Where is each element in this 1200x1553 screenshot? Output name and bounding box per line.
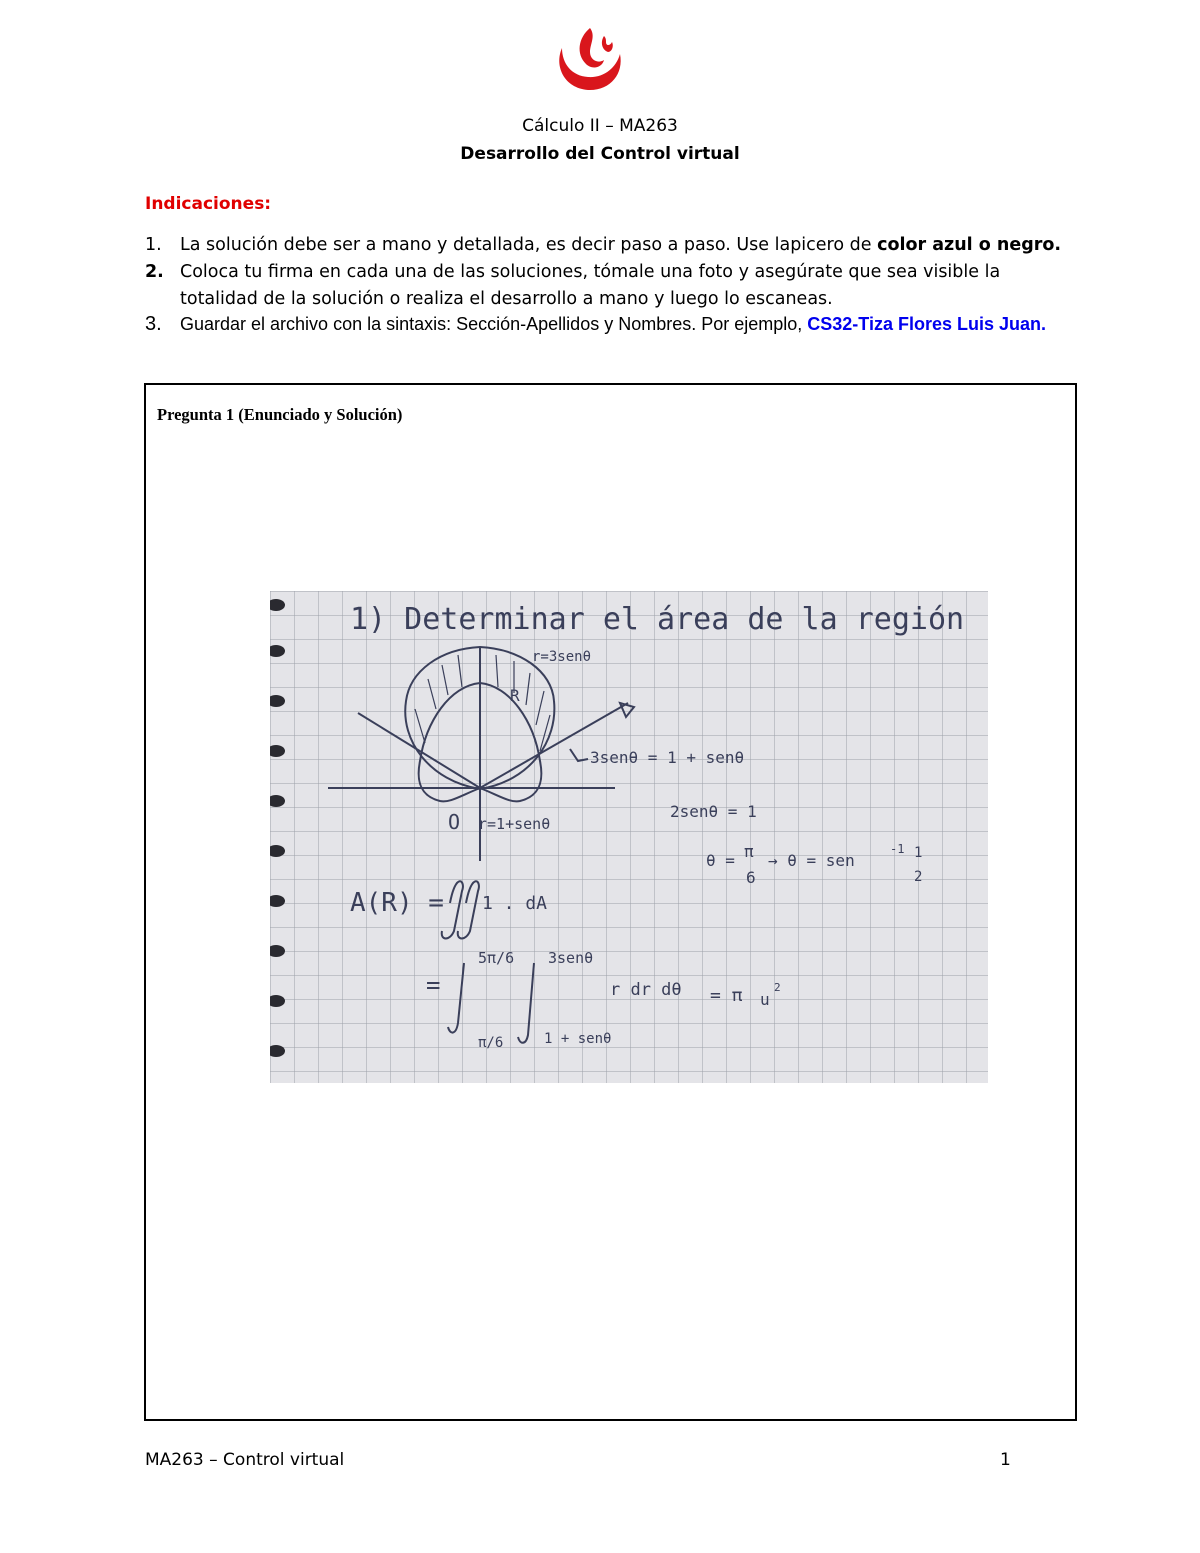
hw-equation-2: 2senθ = 1	[670, 802, 757, 821]
hw-half-num: 1	[914, 845, 923, 861]
instruction-bold-text: color azul o negro.	[877, 235, 1062, 255]
question-title: Pregunta 1 (Enunciado y Solución)	[157, 405, 403, 424]
instruction-text: Coloca tu firma en cada una de las soluciones, tómale una foto y asegúrate que sea visible la totalidad de la solución o realiza el desarrollo a mano y luego lo escaneas.	[180, 262, 1001, 309]
page-number: 1	[1000, 1450, 1011, 1470]
instructions-heading: Indicaciones:	[145, 194, 272, 214]
course-title: Cálculo II – MA263	[522, 116, 678, 136]
hw-upper-theta: 5π/6	[478, 949, 515, 967]
hw-area-lhs: A(R) =	[350, 888, 444, 918]
hw-curve-inner: r=1+senθ	[478, 815, 551, 833]
hw-upper-r: 3senθ	[548, 949, 594, 967]
hw-result-unit: u	[760, 990, 770, 1009]
hw-half-den: 2	[914, 869, 923, 885]
hw-arrow-eq: → θ = sen	[768, 851, 855, 870]
hw-heading: 1) Determinar el área de la región	[350, 602, 965, 637]
hw-lower-theta: π/6	[478, 1035, 504, 1051]
hw-equals: =	[426, 971, 441, 999]
filename-example: CS32-Tiza Flores Luis Juan.	[807, 314, 1047, 334]
instruction-number: 3.	[145, 313, 162, 335]
hw-result-exp: 2	[774, 981, 781, 994]
hw-theta-eq: θ =	[706, 851, 735, 870]
hw-integrand-1: 1 . dA	[482, 893, 548, 914]
hw-origin: O	[448, 810, 461, 834]
hw-region-label: R	[510, 686, 520, 705]
handwritten-solution-photo	[270, 591, 988, 1083]
hw-inverse: -1	[890, 842, 905, 856]
hw-result: = π	[710, 985, 743, 1006]
question-box	[144, 383, 1077, 1421]
hw-pi: π	[744, 842, 754, 861]
hw-lower-r: 1 + senθ	[544, 1031, 612, 1047]
hw-integrand-2: r dr dθ	[610, 980, 682, 1000]
instruction-text: La solución debe ser a mano y detallada, es decir paso a paso. Use lapicero de	[180, 235, 878, 255]
document-subtitle: Desarrollo del Control virtual	[460, 144, 740, 164]
instruction-text: Guardar el archivo con la sintaxis: Sección-Apellidos y Nombres. Por ejemplo,	[180, 314, 808, 334]
hw-equation-1: 3senθ = 1 + senθ	[590, 748, 745, 767]
university-logo	[552, 24, 626, 94]
footer-course: MA263 – Control virtual	[145, 1450, 345, 1470]
instruction-number: 2.	[145, 262, 164, 282]
hw-curve-outer: r=3senθ	[532, 649, 592, 665]
hw-six: 6	[746, 868, 756, 887]
instruction-number: 1.	[145, 235, 162, 255]
